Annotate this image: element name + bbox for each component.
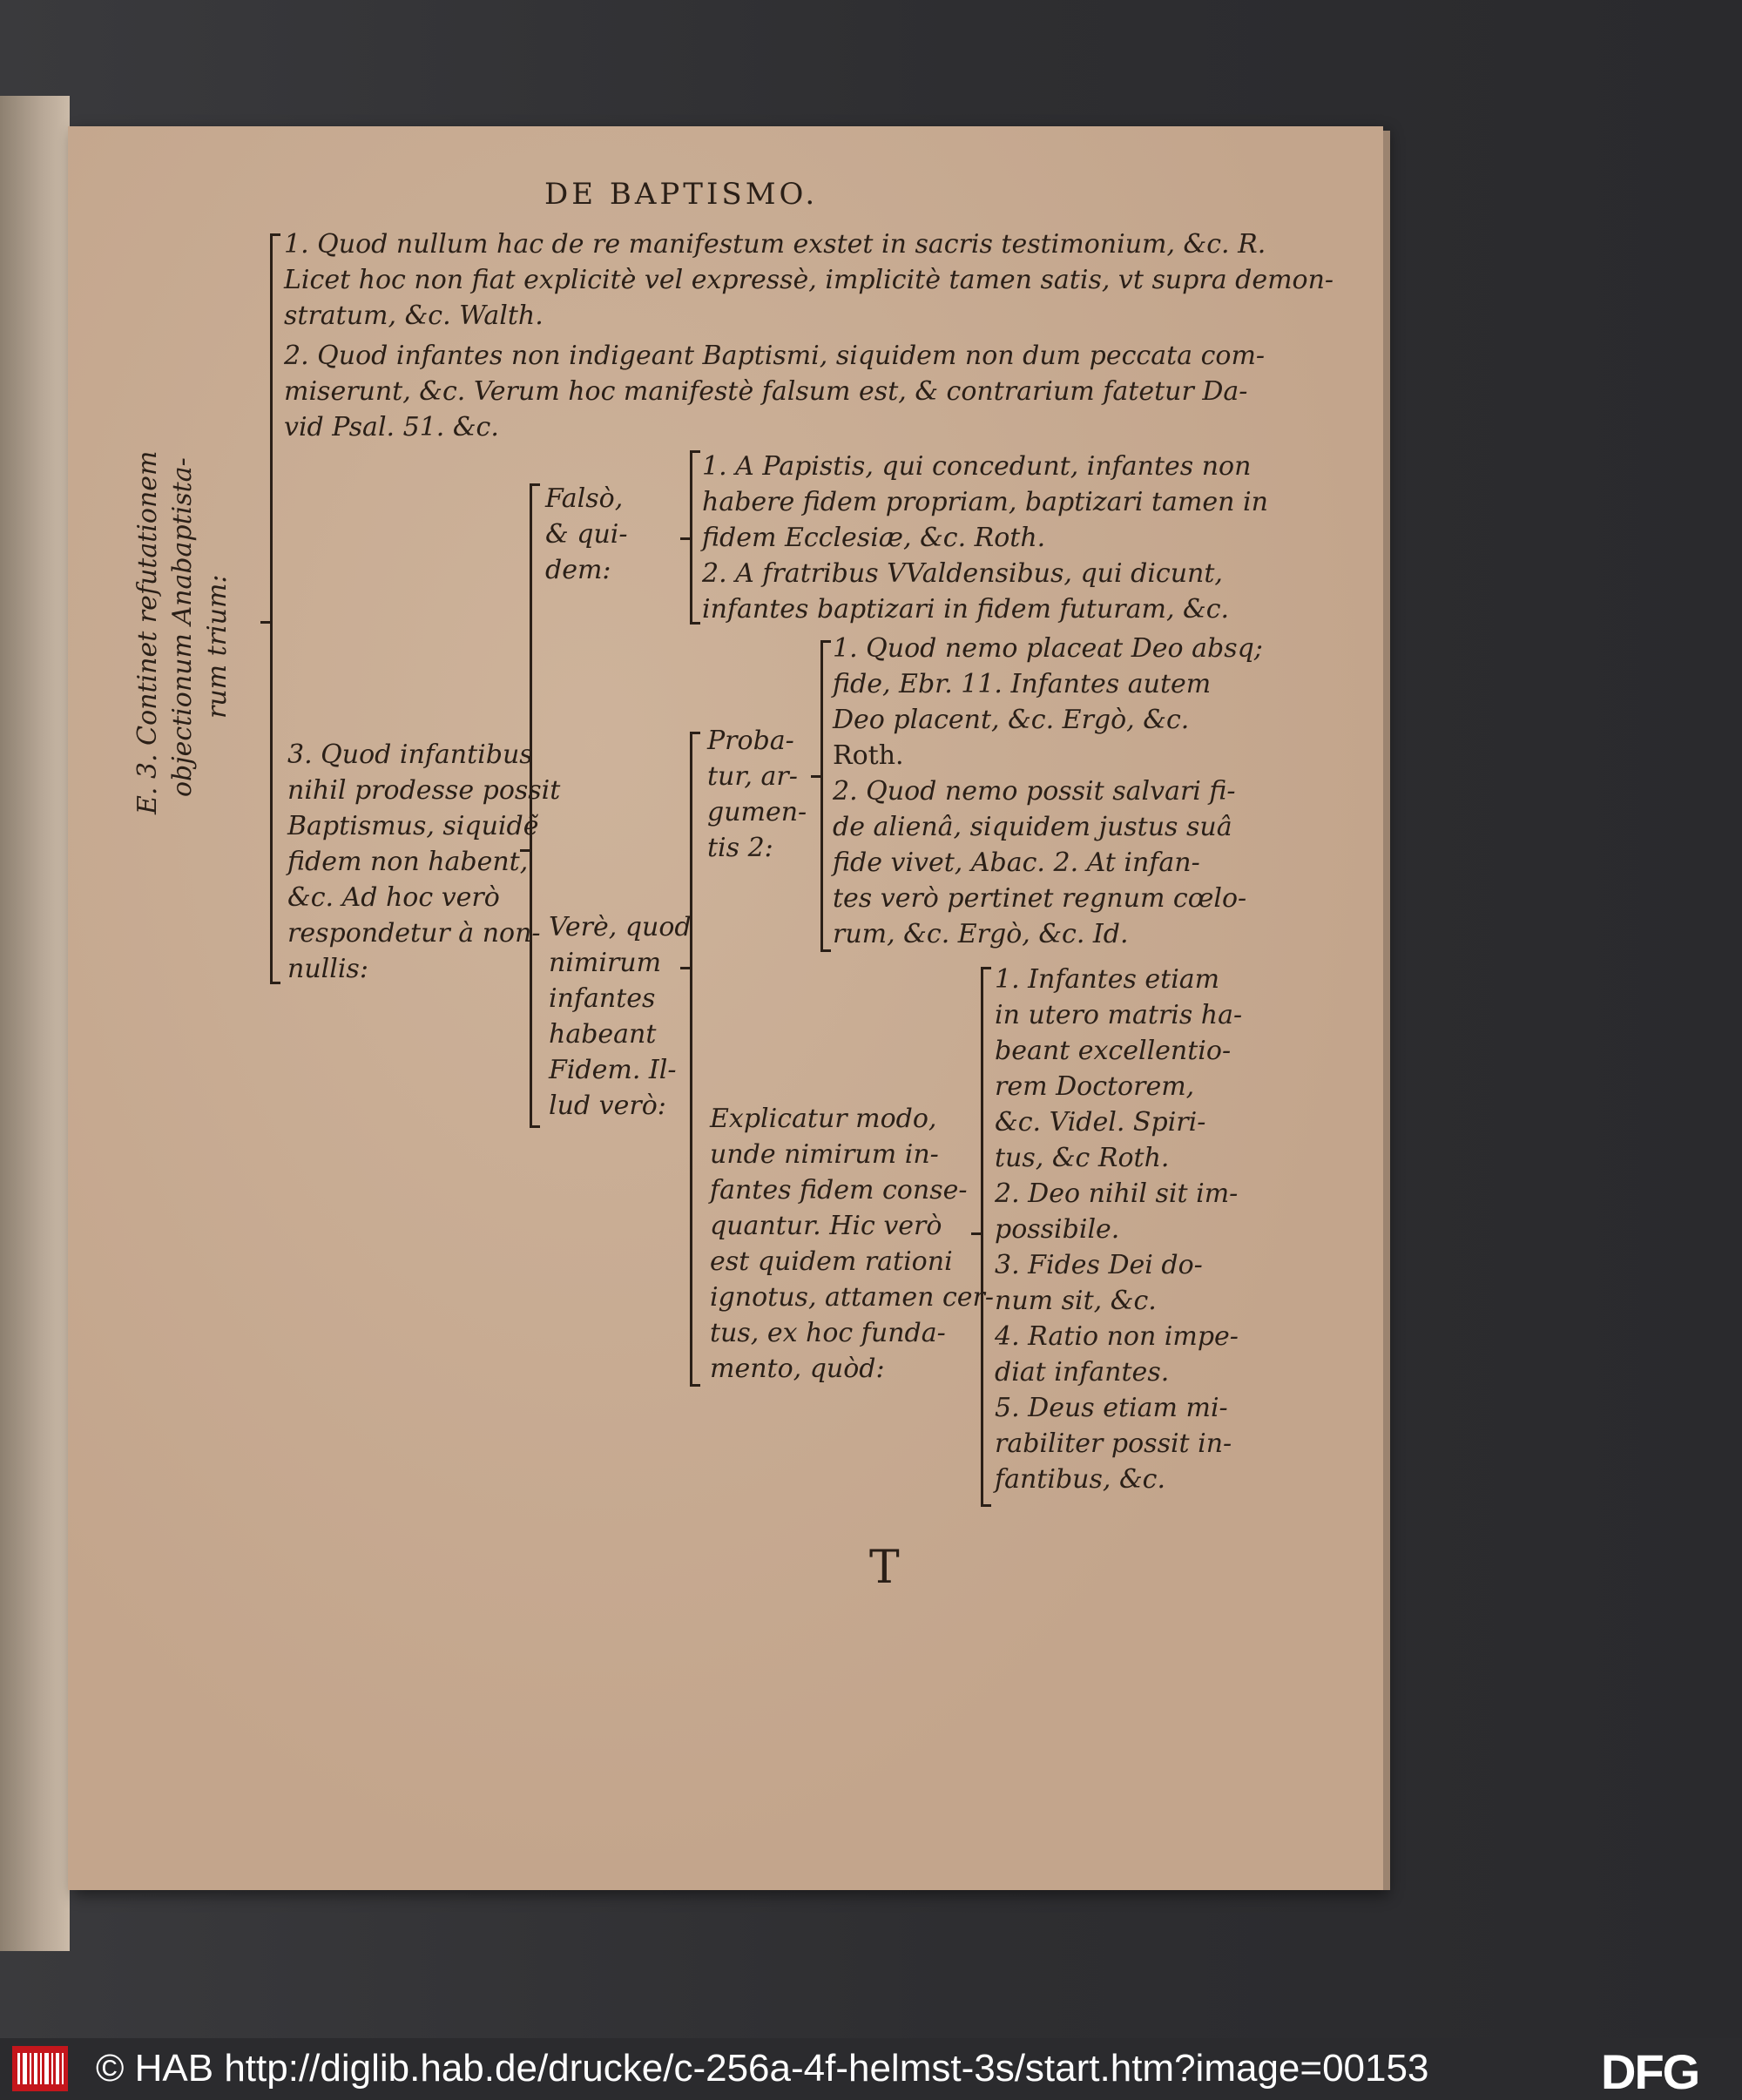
- explicatur-label: [710, 1101, 994, 1387]
- vere-line: Fidem. Il-: [549, 1055, 677, 1085]
- explicatur-item-line: fantibus, &c.: [995, 1464, 1165, 1495]
- vere-line: nimirum: [549, 948, 662, 978]
- vere-line: lud verò:: [549, 1091, 666, 1121]
- explicatur-item-line: num sit, &c.: [995, 1286, 1157, 1316]
- explicatur-item-line: rem Doctorem,: [995, 1071, 1195, 1102]
- probatur-line: tur, ar-: [707, 761, 798, 792]
- probatur-line: tis 2:: [707, 833, 773, 863]
- probatur-item-line: fide, Ebr. 11. Infantes autem: [833, 669, 1212, 699]
- probatur-item-line: fide vivet, Abac. 2. At infan-: [833, 847, 1200, 878]
- main-brace: [270, 233, 273, 984]
- falso-items: [702, 449, 1268, 627]
- explicatur-line: tus, ex hoc funda-: [710, 1318, 946, 1348]
- objection-3-line: respondetur à non-: [287, 918, 541, 949]
- explicatur-item-line: possibile.: [995, 1214, 1120, 1245]
- objection-3-line: Baptismus, siquidẽ: [287, 811, 539, 841]
- objection-3-line: nihil prodesse possit: [287, 775, 561, 806]
- explicatur-line: unde nimirum in-: [710, 1139, 939, 1170]
- explicatur-line: quantur. Hic verò: [710, 1211, 942, 1241]
- side-heading-line: E. 3. Continet refutationem: [132, 450, 163, 814]
- objection-3-line: 3. Quod infantibus: [287, 739, 533, 770]
- probatur-item-line: 2. Quod nemo possit salvari fi-: [833, 776, 1236, 807]
- explicatur-item-line: diat infantes.: [995, 1357, 1170, 1388]
- probatur-line: Proba-: [707, 726, 794, 756]
- explicatur-items: [995, 962, 1242, 1497]
- probatur-item-line: tes verò pertinet regnum cœlo-: [833, 883, 1247, 914]
- vere-label: [549, 909, 692, 1124]
- probatur-item-line: Roth.: [833, 740, 904, 771]
- side-heading: [131, 451, 235, 814]
- objection-3-line: fidem non habent,: [287, 847, 529, 877]
- falso-label: [545, 481, 628, 588]
- answer-brace: [530, 483, 532, 1128]
- explicatur-item-line: 3. Fides Dei do-: [995, 1250, 1203, 1280]
- falso-line: Falsò,: [545, 483, 624, 514]
- explicatur-item-line: rabiliter possit in-: [995, 1428, 1232, 1459]
- probatur-brace: [820, 640, 823, 952]
- dfg-logo: DFG: [1601, 2044, 1699, 2099]
- vere-brace: [690, 732, 692, 1387]
- objection-1-line: 1. Quod nullum hac de re manifestum exstet in sacris testimonium, &c. R.: [284, 229, 1266, 260]
- probatur-item-line: Deo placent, &c. Ergò, &c.: [833, 705, 1190, 735]
- explicatur-line: est quidem rationi: [710, 1246, 953, 1277]
- falso-item-line: 2. A fratribus VValdensibus, qui dicunt,: [702, 558, 1223, 589]
- explicatur-item-line: in utero matris ha-: [995, 1000, 1243, 1030]
- probatur-line: gumen-: [707, 797, 807, 827]
- explicatur-item-line: 1. Infantes etiam: [995, 964, 1220, 995]
- objection-2-line: 2. Quod infantes non indigeant Baptismi, siquidem non dum peccata com-: [284, 341, 1266, 371]
- objection-3: [287, 737, 560, 987]
- objection-2: [284, 338, 1265, 445]
- explicatur-line: ignotus, attamen cer-: [710, 1282, 995, 1313]
- vere-line: habeant: [549, 1019, 657, 1050]
- objection-1: [284, 226, 1334, 334]
- falso-line: dem:: [545, 555, 611, 585]
- signature-mark: T: [869, 1542, 900, 1594]
- side-heading-line: rum trium:: [202, 574, 233, 719]
- vere-line: infantes: [549, 983, 656, 1014]
- page-edge: [1383, 131, 1390, 1890]
- explicatur-line: mento, quòd:: [710, 1354, 885, 1384]
- probatur-item-line: rum, &c. Ergò, &c. Id.: [833, 919, 1129, 949]
- running-head: DE BAPTISMO.: [544, 177, 819, 212]
- falso-item-line: infantes baptizari in fidem futuram, &c.: [702, 594, 1230, 625]
- objection-3-line: &c. Ad hoc verò: [287, 882, 500, 913]
- falso-item-line: habere fidem propriam, baptizari tamen in: [702, 487, 1268, 517]
- probatur-label: [707, 723, 807, 866]
- explicatur-item-line: 5. Deus etiam mi-: [995, 1393, 1228, 1423]
- previous-page-edge: [0, 96, 70, 1951]
- explicatur-item-line: &c. Videl. Spiri-: [995, 1107, 1206, 1138]
- falso-item-line: fidem Ecclesiæ, &c. Roth.: [702, 523, 1046, 553]
- falso-item-line: 1. A Papistis, qui concedunt, infantes non: [702, 451, 1252, 482]
- probatur-item-line: 1. Quod nemo placeat Deo absq;: [833, 633, 1263, 664]
- probatur-items: [833, 631, 1263, 952]
- objection-1-line: stratum, &c. Walth.: [284, 300, 544, 331]
- hab-barcode-icon: [12, 2046, 68, 2091]
- objection-1-line: Licet hoc non fiat explicitè vel expressè, implicitè tamen satis, vt supra demon-: [284, 265, 1334, 295]
- falso-line: & qui-: [545, 519, 628, 550]
- side-heading-line: objectionum Anabaptista-: [167, 457, 198, 797]
- probatur-item-line: de alienâ, siquidem justus suâ: [833, 812, 1232, 842]
- objection-3-line: nullis:: [287, 954, 368, 984]
- explicatur-line: Explicatur modo,: [710, 1104, 937, 1134]
- explicatur-line: fantes fidem conse-: [710, 1175, 968, 1205]
- falso-brace: [690, 450, 692, 625]
- objection-2-line: vid Psal. 51. &c.: [284, 412, 499, 442]
- objection-2-line: miserunt, &c. Verum hoc manifestè falsum est, & contrarium fatetur Da-: [284, 376, 1248, 407]
- explicatur-item-line: 4. Ratio non impe-: [995, 1321, 1239, 1352]
- explicatur-item-line: 2. Deo nihil sit im-: [995, 1178, 1239, 1209]
- explicatur-brace: [981, 967, 983, 1507]
- explicatur-item-line: tus, &c Roth.: [995, 1143, 1170, 1173]
- vere-line: Verè, quod: [549, 912, 692, 942]
- footer-url[interactable]: © HAB http://diglib.hab.de/drucke/c-256a-4f-helmst-3s/start.htm?image=00153: [96, 2047, 1429, 2090]
- explicatur-item-line: beant excellentio-: [995, 1036, 1232, 1066]
